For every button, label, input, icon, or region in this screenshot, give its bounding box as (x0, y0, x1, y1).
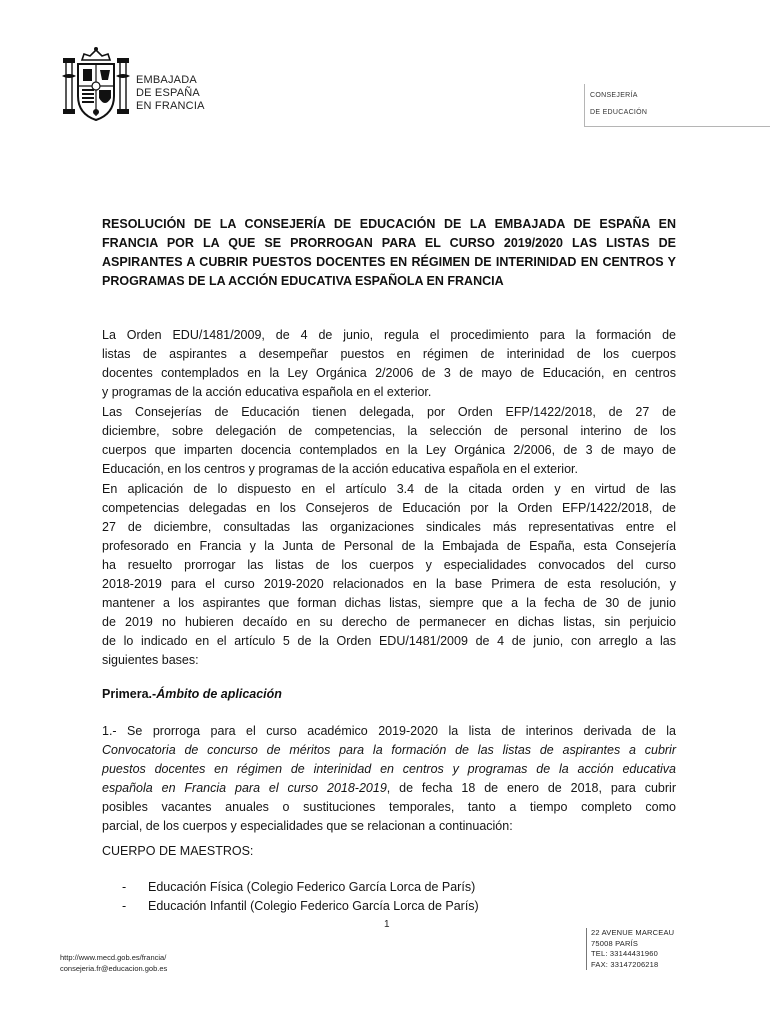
footer-address-line: 75008 PARÍS (591, 938, 639, 948)
text-line: siguientes bases: (102, 653, 199, 667)
footer-phone: TEL: 33144431960 (591, 949, 659, 958)
title-line: ASPIRANTES A CUBRIR PUESTOS DOCENTES EN RÉGIMEN DE INTERINIDAD EN CENTROS Y (102, 255, 676, 269)
cuerpo-heading: CUERPO DE MAESTROS: (102, 844, 254, 858)
title-line: RESOLUCIÓN DE LA CONSEJERÍA DE EDUCACIÓN DE LA EMBAJADA DE ESPAÑA EN (102, 217, 676, 231)
embassy-line-2: DE ESPAÑA (136, 87, 200, 99)
text-line: profesorado en Francia y la Junta de Personal de la Embajada de España, esta Consejería (102, 539, 676, 553)
consejeria-line-2: DE EDUCACIÓN (590, 109, 648, 116)
list-item (122, 897, 479, 916)
title-line: PROGRAMAS DE LA ACCIÓN EDUCATIVA ESPAÑOLA EN FRANCIA (102, 274, 504, 288)
footer-address (586, 928, 674, 970)
text-line-italic (102, 741, 676, 760)
text-line: cuerpos que imparten docencia contemplados en la Ley Orgánica 2/2006, de 3 de mayo de (102, 443, 676, 457)
text-line: y programas de la acción educativa española en el exterior. (102, 385, 432, 399)
text-line (102, 779, 676, 798)
list-item-text: Educación Infantil (Colegio Federico García Lorca de París) (148, 899, 479, 913)
text-line-italic (102, 760, 676, 779)
bullet-marker: - (122, 880, 127, 894)
text-line: ha resuelto prorrogar las listas de los cuerpos y especialidades convocados del curso (102, 558, 676, 572)
text-line: de lo indicado en el artículo 5 de la Orden EDU/1481/2009 de 4 de junio, con arreglo a las (102, 634, 676, 648)
italic-text: española en Francia para el curso 2018-2019 (102, 781, 387, 795)
text-line: 1.- Se prorroga para el curso académico 2019-2020 la lista de interinos derivada de la (102, 724, 676, 738)
section-number: Primera.- (102, 687, 157, 701)
footer-contact-web (60, 952, 167, 974)
text-line: Las Consejerías de Educación tienen delegada, por Orden EFP/1422/2018, de 27 de (102, 405, 676, 419)
text-line: de 2019 no hubieren decaído en su derecho de permanecer en dichas listas, sin perjuicio (102, 615, 676, 629)
consejeria-label (584, 84, 770, 127)
text-line: posibles vacantes anuales o sustituciones temporales, tanto a tiempo completo como (102, 800, 676, 814)
footer-website-link[interactable]: http://www.mecd.gob.es/francia/ (60, 953, 167, 962)
text-line: 2018-2019 para el curso 2019-2020 relacionados en la base Primera de esta resolución, y (102, 577, 676, 591)
footer-email-link[interactable]: consejeria.fr@educacion.gob.es (60, 964, 168, 973)
page-number: 1 (384, 919, 390, 930)
text-line: competencias delegadas en los Consejeros de Educación por la Orden EFP/1422/2018, de (102, 501, 676, 515)
text-line: Educación, en los centros y programas de la acción educativa española en el exterior. (102, 462, 578, 476)
text-line: La Orden EDU/1481/2009, de 4 de junio, regula el procedimiento para la formación de (102, 328, 676, 342)
bullet-list (122, 878, 479, 916)
footer-fax: FAX: 33147206218 (591, 959, 659, 969)
paragraph-3 (102, 480, 676, 670)
footer-address-line: 22 AVENUE MARCEAU (591, 928, 675, 937)
text-line: 27 de diciembre, consultadas las organizaciones sindicales más representativas entre el (102, 520, 676, 534)
document-title (102, 215, 676, 291)
embassy-line-3: EN FRANCIA (136, 100, 205, 112)
title-line: FRANCIA POR LA QUE SE PRORROGAN PARA EL CURSO 2019/2020 LAS LISTAS DE (102, 236, 676, 250)
list-item-text: Educación Física (Colegio Federico García Lorca de París) (148, 880, 476, 894)
section-heading (102, 687, 282, 701)
embassy-line-1: EMBAJADA (136, 74, 197, 86)
text-line: listas de aspirantes a desempeñar puestos en régimen de interinidad de los cuerpos (102, 347, 676, 361)
italic-text: Convocatoria de concurso de méritos para la formación de las listas de aspirantes a cubrir (102, 743, 676, 757)
paragraph-1 (102, 326, 676, 402)
text-line: diciembre, sobre delegación de competencias, la selección de personal interino de los (102, 424, 676, 438)
bullet-marker: - (122, 899, 127, 913)
italic-text: puestos docentes en régimen de interinidad en centros y programas de la acción educativa (102, 762, 676, 776)
text-line: parcial, de los cuerpos y especialidades que se relacionan a continuación: (102, 819, 513, 833)
text-line: mantener a los aspirantes que forman dichas listas, siempre que a la fecha de 30 de junio (102, 596, 676, 610)
text-line: docentes contemplados en la Ley Orgánica 2/2006 de 3 de mayo de Educación, en centros (102, 366, 676, 380)
consejeria-line-1: CONSEJERÍA (590, 92, 638, 99)
text-line: En aplicación de lo dispuesto en el artículo 3.4 de la citada orden y en virtud de las (102, 482, 676, 496)
text-fragment: , de fecha 18 de enero de 2018, para cubrir (386, 781, 676, 795)
paragraph-2 (102, 403, 676, 479)
embassy-name (136, 74, 205, 113)
paragraph-4 (102, 722, 676, 836)
list-item (122, 878, 479, 897)
section-title: Ámbito de aplicación (156, 687, 282, 701)
coat-of-arms-spain-icon (60, 46, 132, 124)
